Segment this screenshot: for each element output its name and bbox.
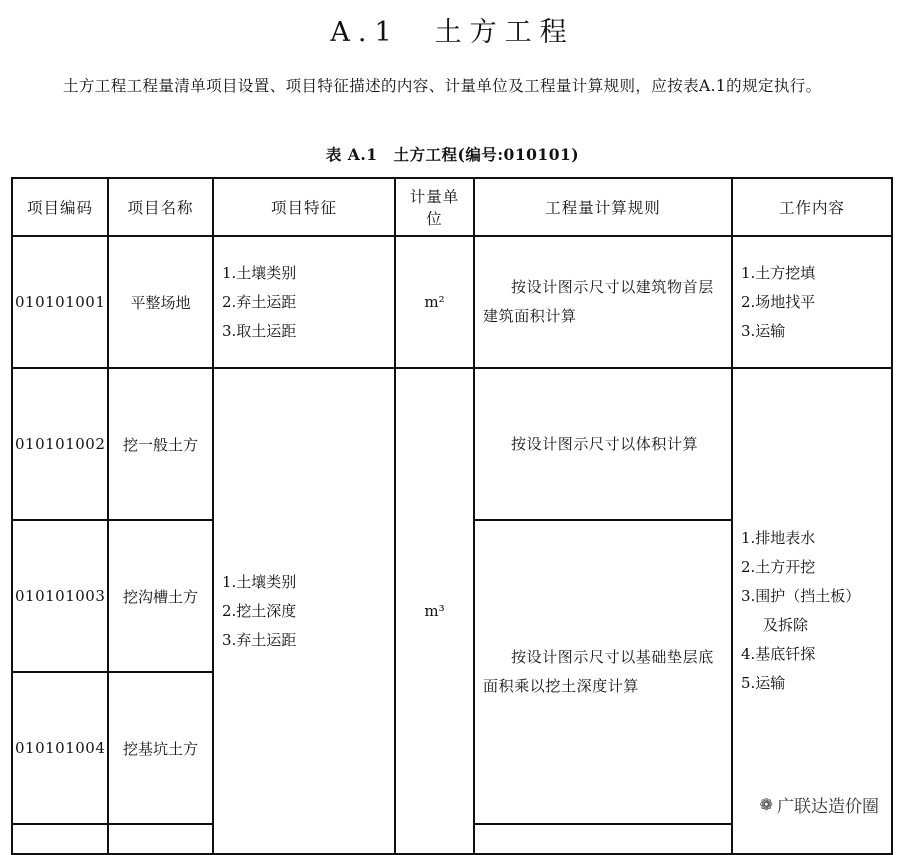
- cell-name: 平整场地: [108, 236, 213, 368]
- rule-text: 按设计图示尺寸以基础垫层底面积乘以挖土深度计算: [483, 648, 714, 695]
- cell-code: 010101001: [12, 236, 108, 368]
- feature-item: 3.取土运距: [222, 321, 297, 340]
- cell-group-work: [732, 368, 892, 854]
- work-item: 5.运输: [741, 674, 786, 692]
- cell-empty: [474, 824, 732, 854]
- feature-item: 2.挖土深度: [222, 601, 297, 620]
- header-features: 项目特征: [213, 178, 395, 236]
- cell-rule: [474, 368, 732, 520]
- work-item: 3.围护（挡土板）: [741, 587, 861, 605]
- header-code: 项目编码: [12, 178, 108, 236]
- table-header-row: [12, 178, 892, 236]
- cell-name: 挖一般土方: [108, 368, 213, 520]
- cell-name: 挖基坑土方: [108, 672, 213, 824]
- feature-item: 1.土壤类别: [222, 572, 297, 591]
- work-item: 3.运输: [741, 321, 786, 340]
- work-item: 2.土方开挖: [741, 558, 816, 576]
- cell-group-unit: m³: [395, 368, 474, 854]
- work-item: 1.土方挖填: [741, 263, 816, 282]
- header-work: 工作内容: [732, 178, 892, 236]
- cell-empty: [12, 824, 108, 854]
- work-item: 及拆除: [763, 616, 809, 634]
- feature-item: 1.土壤类别: [222, 263, 297, 282]
- intro-paragraph: 土方工程工程量清单项目设置、项目特征描述的内容、计量单位及工程量计算规则，应按表A.1的规定执行。: [63, 77, 822, 95]
- cell-group-features: [213, 368, 395, 854]
- table-row: [12, 236, 892, 368]
- watermark: [760, 792, 879, 817]
- watermark-text: 广联达造价圈: [777, 797, 879, 817]
- work-item: 4.基底钎探: [741, 645, 816, 663]
- cell-work: [732, 236, 892, 368]
- cell-code: 010101002: [12, 368, 108, 520]
- cell-name: 挖沟槽土方: [108, 520, 213, 672]
- work-item: 2.场地找平: [741, 292, 816, 311]
- feature-item: 3.弃土运距: [222, 630, 297, 649]
- wechat-icon: ❁: [759, 795, 773, 814]
- cell-rule: [474, 520, 732, 824]
- feature-item: 2.弃土运距: [222, 292, 297, 311]
- cell-empty: [108, 824, 213, 854]
- page-title: A.1 土方工程: [330, 17, 575, 48]
- cell-unit: m²: [395, 236, 474, 368]
- work-item: 1.排地表水: [741, 529, 816, 547]
- header-unit: 计量单位: [395, 178, 474, 236]
- table-row: [12, 368, 892, 520]
- rule-text: 按设计图示尺寸以建筑物首层建筑面积计算: [483, 278, 714, 325]
- header-rule: 工程量计算规则: [474, 178, 732, 236]
- rule-text: 按设计图示尺寸以体积计算: [511, 434, 699, 453]
- cell-code: 010101003: [12, 520, 108, 672]
- cell-features: [213, 236, 395, 368]
- cell-rule: [474, 236, 732, 368]
- cell-code: 010101004: [12, 672, 108, 824]
- table-caption: 表 A.1 土方工程(编号:010101): [325, 145, 580, 164]
- earthwork-table: [11, 177, 893, 855]
- header-name: 项目名称: [108, 178, 213, 236]
